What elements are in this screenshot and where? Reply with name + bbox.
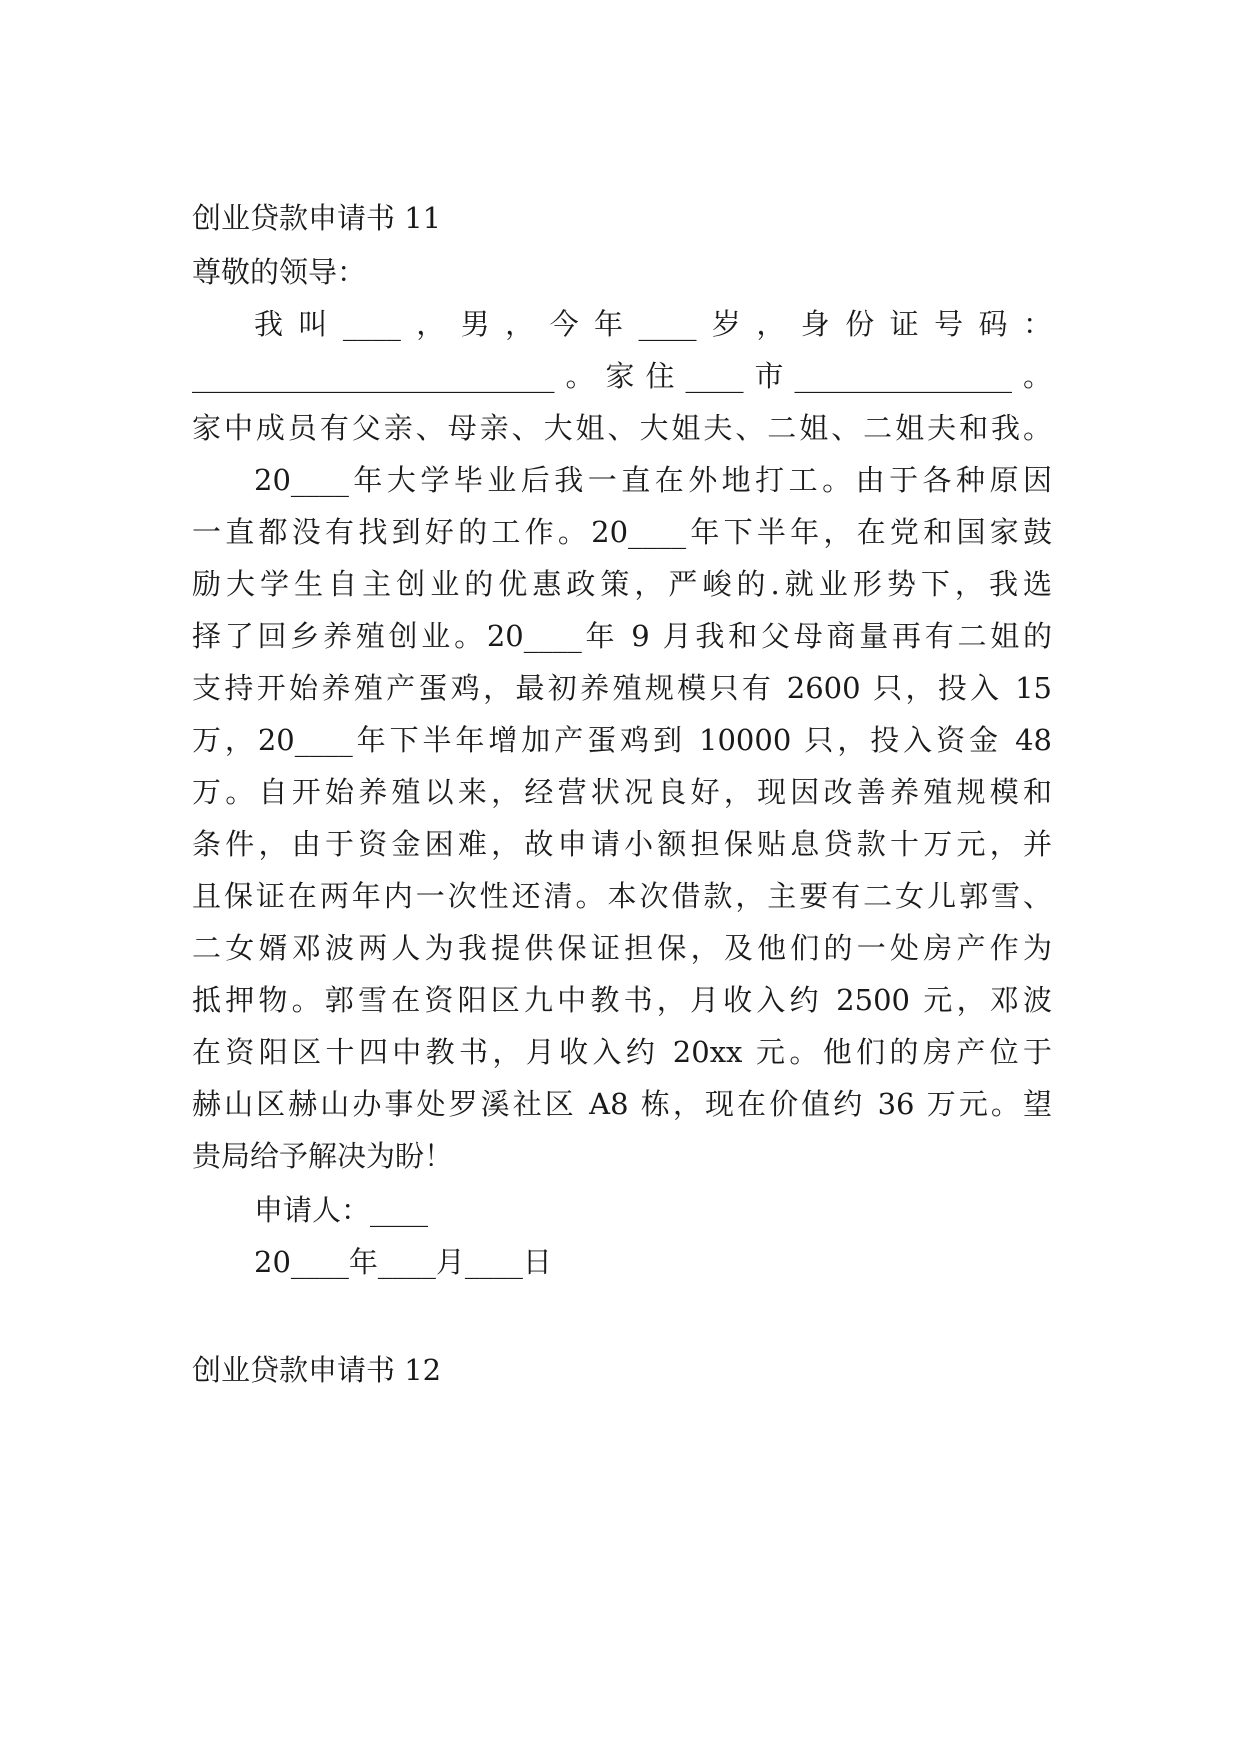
body-line: 家中成员有父亲、母亲、大姐、大姐夫、二姐、二姐夫和我。 <box>192 411 1052 445</box>
body-line: 且保证在两年内一次性还清。本次借款，主要有二女儿郭雪、 <box>192 879 1052 913</box>
body-line: 赫山区赫山办事处罗溪社区 A8 栋，现在价值约 36 万元。望 <box>192 1087 1052 1121</box>
applicant-line: 申请人：____ <box>254 1193 429 1227</box>
body-line: 我叫____，男，今年____岁，身份证号码： <box>254 307 1052 341</box>
body-line: 在资阳区十四中教书，月收入约 20xx 元。他们的房产位于 <box>192 1035 1052 1069</box>
body-line: 二女婿邓波两人为我提供保证担保，及他们的一处房产作为 <box>192 931 1052 965</box>
body-line: 支持开始养殖产蛋鸡，最初养殖规模只有 2600 只，投入 15 <box>192 671 1052 705</box>
body-line: 一直都没有找到好的工作。20____年下半年，在党和国家鼓 <box>192 515 1052 549</box>
body-line: 万。自开始养殖以来，经营状况良好，现因改善养殖规模和 <box>192 775 1052 809</box>
date-line: 20____年____月____日 <box>254 1245 552 1279</box>
salutation: 尊敬的领导： <box>192 255 367 289</box>
body-line: 万，20____年下半年增加产蛋鸡到 10000 只，投入资金 48 <box>192 723 1052 757</box>
body-line: 励大学生自主创业的优惠政策，严峻的.就业形势下，我选 <box>192 567 1052 601</box>
body-line: 择了回乡养殖创业。20____年 9 月我和父母商量再有二姐的 <box>192 619 1052 653</box>
body-line: _________________________。家住____市_______________。 <box>192 359 1052 393</box>
body-line: 条件，由于资金困难，故申请小额担保贴息贷款十万元，并 <box>192 827 1052 861</box>
body-line: 20____年大学毕业后我一直在外地打工。由于各种原因 <box>254 463 1052 497</box>
body-line: 抵押物。郭雪在资阳区九中教书，月收入约 2500 元，邓波 <box>192 983 1052 1017</box>
section-title: 创业贷款申请书 11 <box>192 201 442 235</box>
body-line: 贵局给予解决为盼！ <box>192 1139 454 1173</box>
section-title: 创业贷款申请书 12 <box>192 1353 442 1387</box>
